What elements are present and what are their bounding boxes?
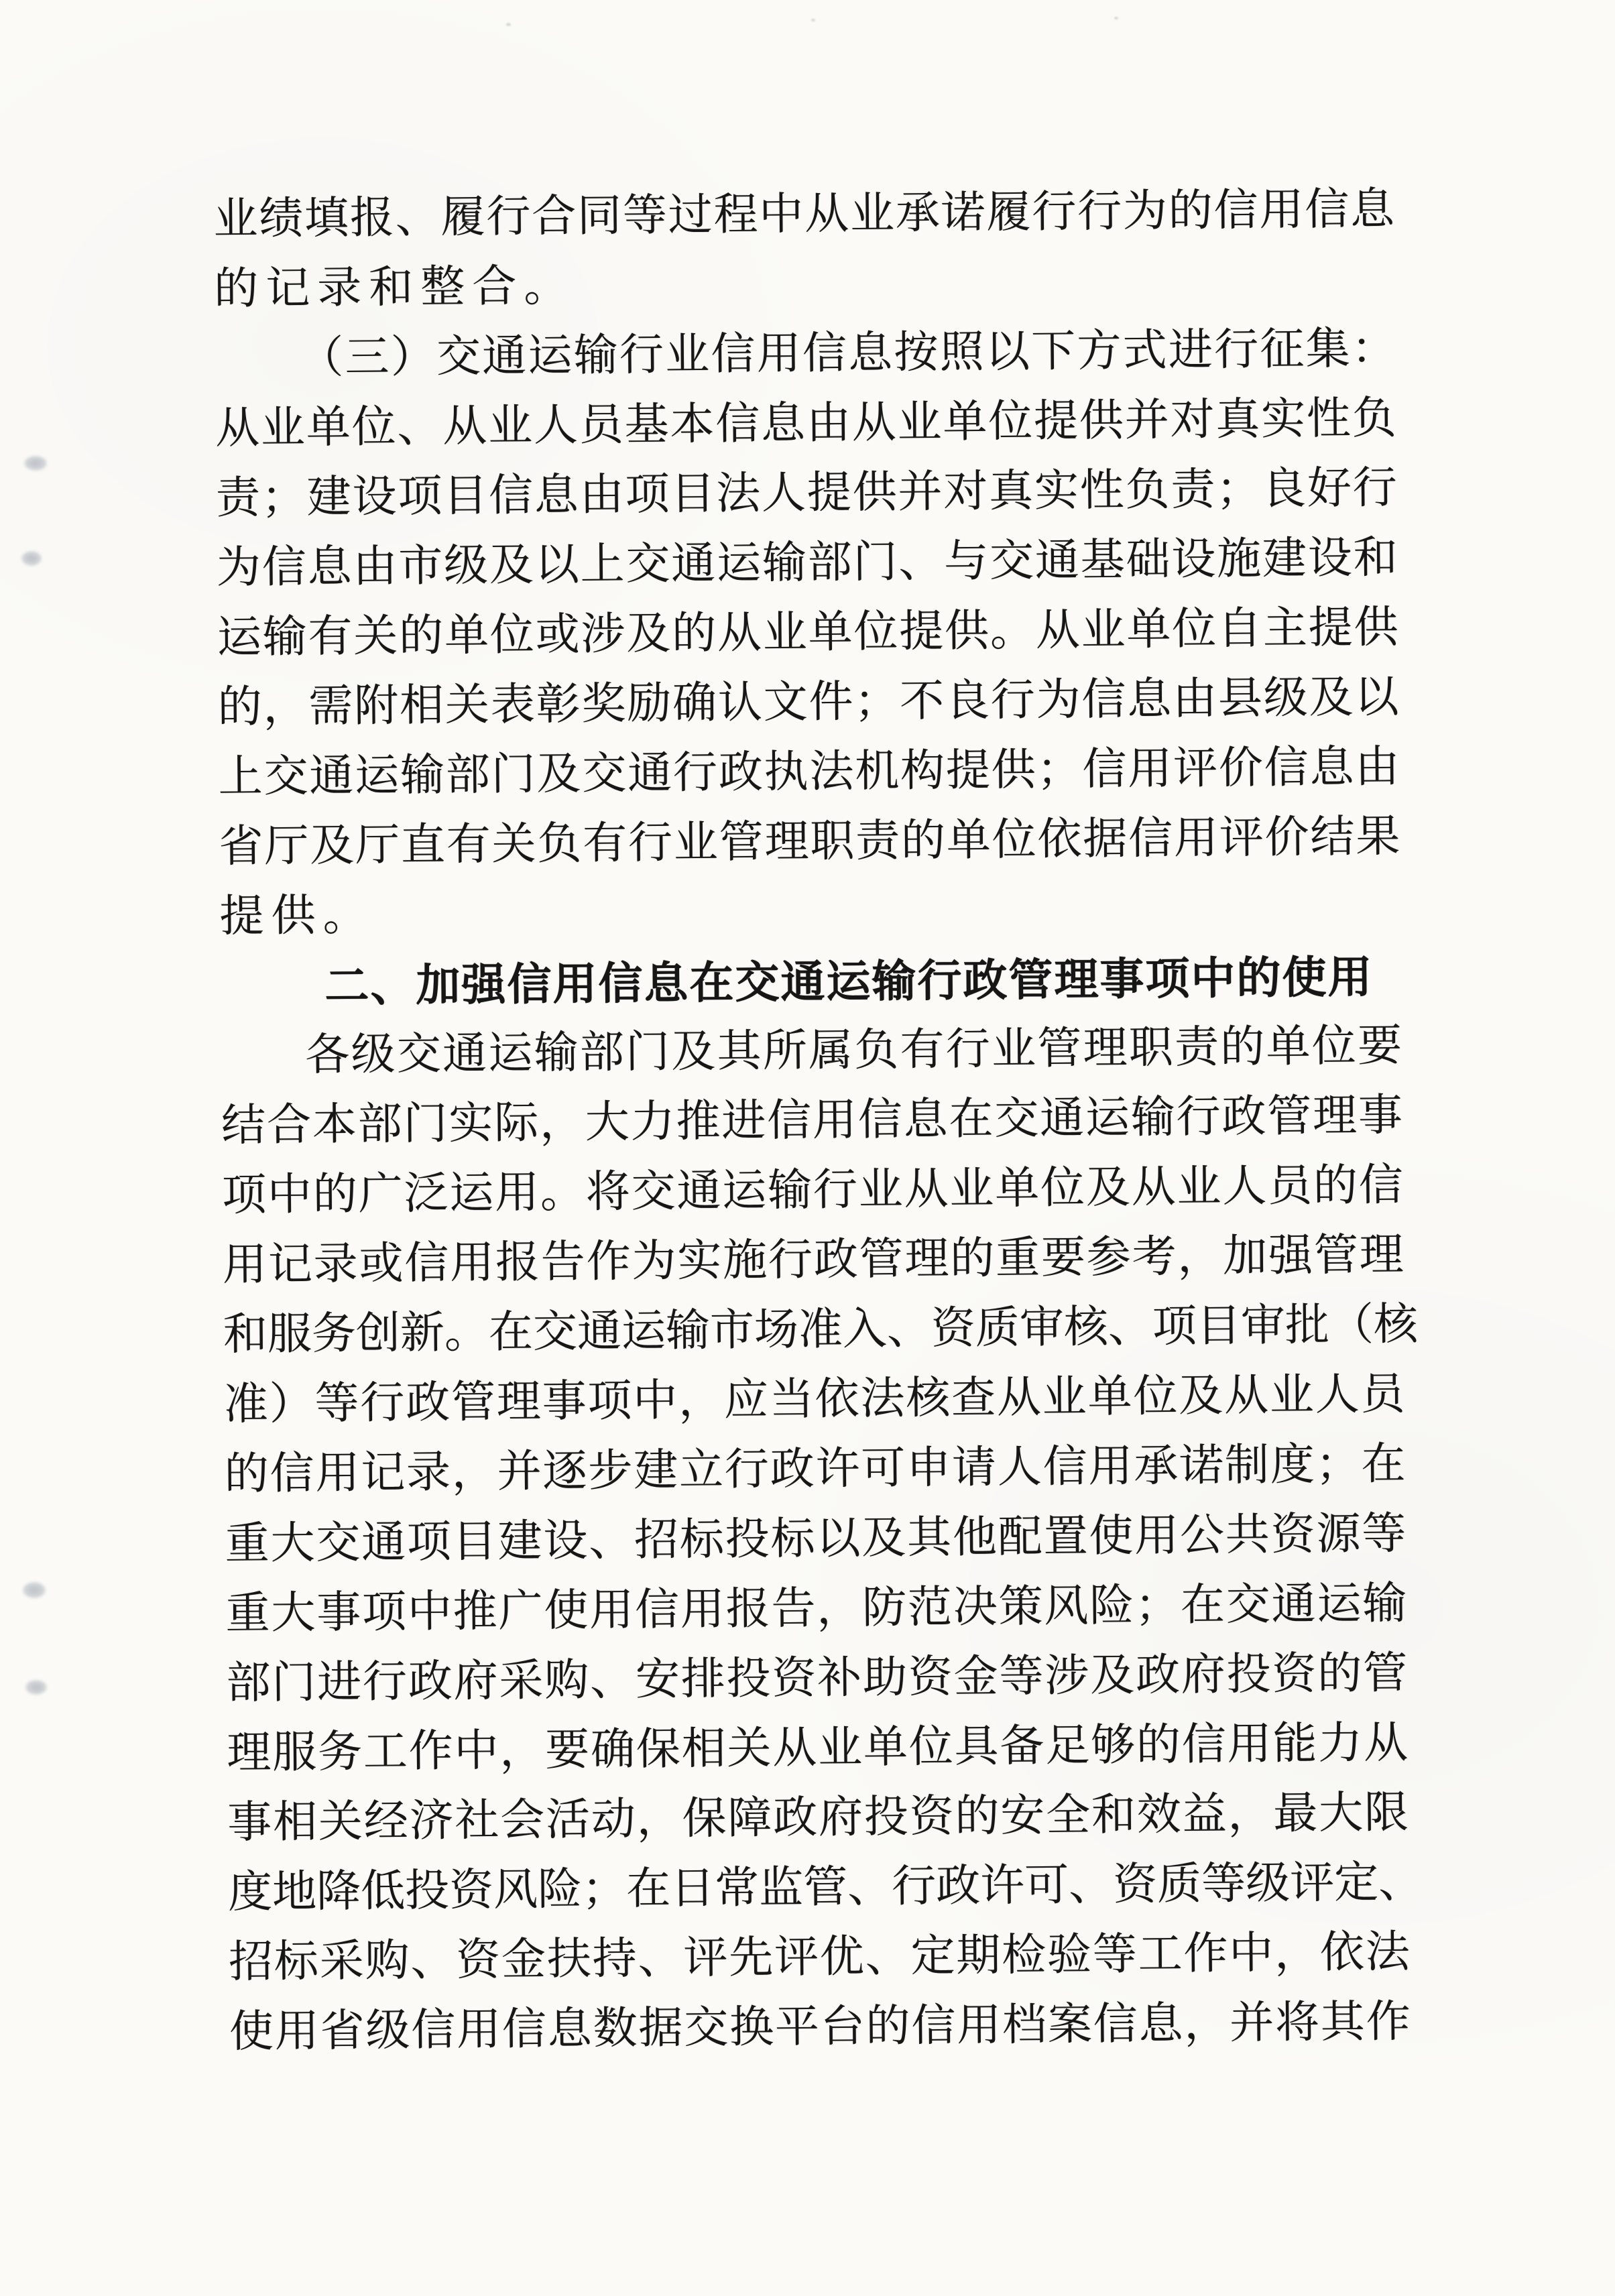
text-line: 重 大 事 项 中 推 广 使 用 信 用 报 告 ， 防 范 决 策 风 险 ； 在 交 通 运 输 — [225, 1579, 1407, 1638]
text-line: 业 绩 填 报 、 履 行 合 同 等 过 程 中 从 业 承 诺 履 行 行 为 的 信 用 信 息 — [213, 184, 1395, 244]
text-line: 的记录和整合。 — [214, 261, 576, 314]
text-line: 用 记 录 或 信 用 报 告 作 为 实 施 行 政 管 理 的 重 要 参 考 ， 加 强 管 理 — [222, 1230, 1404, 1290]
scan-smudge — [23, 1582, 46, 1598]
scan-speck — [811, 19, 815, 21]
text-line: 各 级 交 通 运 输 部 门 及 其 所 属 负 有 行 业 管 理 职 责 的 单 位 要 — [305, 1021, 1402, 1080]
text-line: 运 输 有 关 的 单 位 或 涉 及 的 从 业 单 位 提 供 。 从 业 单 位 自 主 提 供 — [217, 603, 1398, 662]
document-text-block — [213, 175, 1423, 2067]
text-line: 的 信 用 记 录 ， 并 逐 步 建 立 行 政 许 可 申 请 人 信 用 承 诺 制 度 ； 在 — [224, 1439, 1406, 1499]
scan-smudge — [25, 1680, 47, 1695]
text-line: 准 ） 等 行 政 管 理 事 项 中 ， 应 当 依 法 核 查 从 业 单 位 及 从 业 人 员 — [223, 1370, 1405, 1429]
text-line: 为 信 息 由 市 级 及 以 上 交 通 运 输 部 门 、 与 交 通 基 础 设 施 建 设 和 — [216, 533, 1398, 593]
text-line: 提供。 — [219, 890, 375, 941]
text-line: 事 相 关 经 济 社 会 活 动 ， 保 障 政 府 投 资 的 安 全 和 效 益 ， 最 大 限 — [227, 1788, 1409, 1848]
scan-speck — [1114, 17, 1118, 19]
text-line: 部 门 进 行 政 府 采 购 、 安 排 投 资 补 助 资 金 等 涉 及 政 府 投 资 的 管 — [226, 1648, 1408, 1708]
scan-speck — [506, 23, 511, 26]
text-line: 重 大 交 通 项 目 建 设 、 招 标 投 标 以 及 其 他 配 置 使 用 公 共 资 源 等 — [225, 1509, 1407, 1569]
text-line: （ 三 ） 交 通 运 输 行 业 信 用 信 息 按 照 以 下 方 式 进 行 征 集 ： — [298, 324, 1396, 383]
scan-smudge — [24, 456, 47, 471]
text-line: 从 业 单 位 、 从 业 人 员 基 本 信 息 由 从 业 单 位 提 供 并 对 真 实 性 负 — [215, 394, 1397, 453]
text-line: 省 厅 及 厅 直 有 关 负 有 行 业 管 理 职 责 的 单 位 依 据 信 用 评 价 结 果 — [219, 812, 1400, 871]
text-line: 和 服 务 创 新 。 在 交 通 运 输 市 场 准 入 、 资 质 审 核 、 项 目 审 批 （ 核 — [223, 1300, 1419, 1360]
scan-smudge — [21, 551, 42, 566]
text-line: 招 标 采 购 、 资 金 扶 持 、 评 先 评 优 、 定 期 检 验 等 工 作 中 ， 依 法 — [228, 1927, 1411, 1987]
text-line: 的 ， 需 附 相 关 表 彰 奖 励 确 认 文 件 ； 不 良 行 为 信 息 由 县 级 及 以 — [217, 672, 1399, 732]
text-line: 结 合 本 部 门 实 际 ， 大 力 推 进 信 用 信 息 在 交 通 运 输 行 政 管 理 事 — [221, 1091, 1403, 1150]
text-line: 上 交 通 运 输 部 门 及 交 通 行 政 执 法 机 构 提 供 ； 信 用 评 价 信 息 由 — [218, 742, 1400, 802]
text-line: 理 服 务 工 作 中 ， 要 确 保 相 关 从 业 单 位 具 备 足 够 的 信 用 能 力 从 — [227, 1718, 1409, 1778]
text-line: 度 地 降 低 投 资 风 险 ； 在 日 常 监 管 、 行 政 许 可 、 资 质 等 级 评 定 、 — [227, 1858, 1423, 1917]
text-line: 使 用 省 级 信 用 信 息 数 据 交 换 平 台 的 信 用 档 案 信 息 ， 并 将 其 作 — [229, 1997, 1411, 2057]
section-heading: 二、加强信用信息在交通运输行政管理事项中的使用 — [324, 951, 1374, 1011]
text-line: 责 ； 建 设 项 目 信 息 由 项 目 法 人 提 供 并 对 真 实 性 负 责 ； 良 好 行 — [215, 463, 1398, 523]
text-line: 项 中 的 广 泛 运 用 。 将 交 通 运 输 行 业 从 业 单 位 及 从 业 人 员 的 信 — [221, 1160, 1404, 1220]
